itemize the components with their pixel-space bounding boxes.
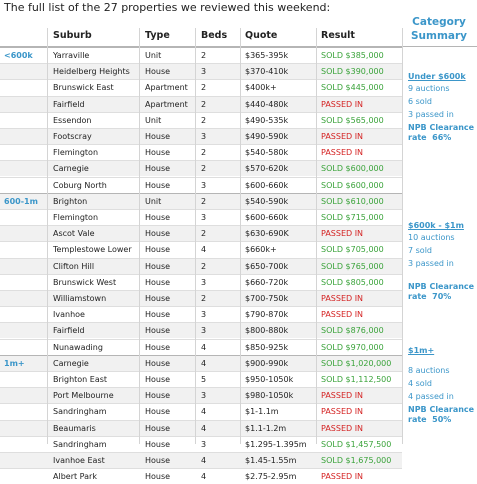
quote-cell: $490-535k — [245, 115, 289, 125]
suburb-cell: Sandringham — [53, 439, 107, 449]
quote-cell: $950-1050k — [245, 375, 294, 384]
quote-cell: $660-720k — [245, 277, 289, 287]
table-row — [0, 339, 402, 355]
type-cell: House — [145, 456, 171, 465]
type-cell: House — [145, 423, 171, 433]
header-type: Type — [145, 30, 170, 41]
table-row — [0, 112, 402, 128]
suburb-cell: Footscray — [53, 132, 92, 141]
quote-cell: $600-660k — [245, 213, 289, 222]
suburb-cell: Essendon — [53, 115, 92, 125]
column-divider — [47, 28, 48, 444]
suburb-cell: Albert Park — [53, 472, 97, 482]
table-row — [0, 225, 402, 241]
quote-cell: $900-990k — [245, 358, 289, 368]
type-cell: House — [145, 310, 171, 320]
beds-cell: 2 — [201, 229, 207, 239]
result-cell: SOLD $610,000 — [321, 196, 384, 206]
result-cell: SOLD $565,000 — [321, 115, 384, 125]
summary-npb-rate: 66% — [432, 133, 452, 142]
header-result: Result — [321, 30, 355, 41]
result-cell: SOLD $385,000 — [321, 51, 384, 60]
result-cell: SOLD $705,000 — [321, 245, 384, 255]
type-cell: House — [145, 439, 171, 449]
beds-cell: 3 — [201, 439, 207, 449]
summary-npb-label: NPB Clearance — [408, 405, 475, 414]
beds-cell: 3 — [201, 326, 207, 336]
result-cell: PASSED IN — [321, 229, 364, 239]
quote-cell: $660k+ — [245, 245, 277, 255]
quote-cell: $850-925k — [245, 342, 289, 352]
table-row — [0, 241, 402, 257]
type-cell: House — [145, 407, 171, 417]
beds-cell: 4 — [201, 245, 207, 255]
beds-cell: 4 — [201, 358, 207, 368]
header-beds: Beds — [201, 30, 228, 41]
beds-cell: 3 — [201, 67, 207, 77]
table-row — [0, 177, 402, 193]
result-cell: SOLD $1,675,000 — [321, 456, 392, 465]
table-row — [0, 306, 402, 322]
summary-npb-label: NPB Clearance — [408, 123, 475, 132]
quote-cell: $365-395k — [245, 51, 289, 60]
beds-cell: 3 — [201, 132, 207, 141]
beds-cell: 5 — [201, 375, 207, 384]
type-cell: House — [145, 261, 171, 271]
suburb-cell: Templestowe Lower — [53, 245, 132, 255]
result-cell: SOLD $1,112,500 — [321, 375, 392, 384]
table-row — [0, 274, 402, 290]
type-cell: House — [145, 294, 171, 303]
suburb-cell: Carnegie — [53, 358, 89, 368]
summary-title[interactable]: $600k - $1m — [408, 221, 464, 230]
summary-npb-rate-label: rate — [408, 415, 427, 424]
table-row — [0, 79, 402, 95]
quote-cell: $540-590k — [245, 196, 289, 206]
quote-cell: $440-480k — [245, 99, 289, 109]
suburb-cell: Coburg North — [53, 180, 107, 190]
suburb-cell: Brighton East — [53, 375, 108, 384]
beds-cell: 3 — [201, 180, 207, 190]
beds-cell: 2 — [201, 115, 207, 125]
result-cell: SOLD $1,457,500 — [321, 439, 392, 449]
result-cell: SOLD $715,000 — [321, 213, 384, 222]
table-row — [0, 160, 402, 176]
result-cell: PASSED IN — [321, 148, 364, 158]
column-divider — [316, 28, 317, 444]
result-cell: SOLD $390,000 — [321, 67, 384, 77]
result-cell: PASSED IN — [321, 99, 364, 109]
column-divider — [195, 28, 196, 444]
quote-cell: $2.75-2.95m — [245, 472, 297, 482]
table-row — [0, 290, 402, 306]
beds-cell: 4 — [201, 472, 207, 482]
table-row — [0, 322, 402, 338]
table-row — [0, 96, 402, 112]
suburb-cell: Yarraville — [53, 51, 90, 60]
suburb-cell: Carnegie — [53, 164, 89, 174]
table-row — [0, 258, 402, 274]
quote-cell: $1.1-1.2m — [245, 423, 287, 433]
summary-auctions: 8 auctions — [408, 366, 450, 375]
suburb-cell: Sandringham — [53, 407, 107, 417]
summary-passed: 3 passed in — [408, 259, 454, 268]
summary-sold: 6 sold — [408, 97, 432, 106]
suburb-cell: Fairfield — [53, 99, 85, 109]
table-row — [0, 403, 402, 419]
summary-sold: 7 sold — [408, 246, 432, 255]
table-row — [0, 387, 402, 403]
result-cell: PASSED IN — [321, 391, 364, 401]
quote-cell: $800-880k — [245, 326, 289, 336]
quote-cell: $490-590k — [245, 132, 289, 141]
type-cell: House — [145, 391, 171, 401]
header-suburb: Suburb — [53, 30, 92, 41]
quote-cell: $1.45-1.55m — [245, 456, 297, 465]
beds-cell: 2 — [201, 99, 207, 109]
summary-npb-rate-label: rate — [408, 133, 427, 142]
summary-auctions: 9 auctions — [408, 84, 450, 93]
suburb-cell: Port Melbourne — [53, 391, 114, 401]
type-cell: House — [145, 342, 171, 352]
header-category-summary: Category Summary — [410, 16, 468, 42]
quote-cell: $370-410k — [245, 67, 289, 77]
table-row — [0, 144, 402, 160]
quote-cell: $1.295-1.395m — [245, 439, 307, 449]
beds-cell: 3 — [201, 391, 207, 401]
beds-cell: 4 — [201, 423, 207, 433]
type-cell: House — [145, 245, 171, 255]
suburb-cell: Heidelberg Heights — [53, 67, 130, 77]
result-cell: SOLD $600,000 — [321, 164, 384, 174]
summary-passed: 4 passed in — [408, 392, 454, 401]
suburb-cell: Brunswick East — [53, 83, 114, 93]
type-cell: House — [145, 180, 171, 190]
beds-cell: 3 — [201, 310, 207, 320]
summary-title[interactable]: Under $600k — [408, 72, 466, 81]
result-cell: SOLD $765,000 — [321, 261, 384, 271]
type-cell: House — [145, 67, 171, 77]
result-cell: PASSED IN — [321, 310, 364, 320]
column-divider — [402, 28, 403, 444]
summary-npb-label: NPB Clearance — [408, 282, 475, 291]
quote-cell: $1-1.1m — [245, 407, 279, 417]
result-cell: SOLD $876,000 — [321, 326, 384, 336]
result-cell: SOLD $970,000 — [321, 342, 384, 352]
table-row — [0, 371, 402, 387]
suburb-cell: Brunswick West — [53, 277, 117, 287]
summary-600k-1m — [408, 221, 476, 302]
result-cell: SOLD $600,000 — [321, 180, 384, 190]
suburb-cell: Ivanhoe — [53, 310, 85, 320]
beds-cell: 2 — [201, 196, 207, 206]
result-cell: PASSED IN — [321, 407, 364, 417]
summary-passed: 3 passed in — [408, 110, 454, 119]
quote-cell: $630-690K — [245, 229, 289, 239]
type-cell: Unit — [145, 115, 162, 125]
beds-cell: 4 — [201, 342, 207, 352]
suburb-cell: Ivanhoe East — [53, 456, 105, 465]
type-cell: House — [145, 132, 171, 141]
quote-cell: $400k+ — [245, 83, 277, 93]
beds-cell: 2 — [201, 294, 207, 303]
table-row — [0, 209, 402, 225]
type-cell: Unit — [145, 51, 162, 60]
summary-1m-plus — [408, 346, 476, 425]
table-row — [0, 128, 402, 144]
price-bracket-label: 600-1m — [4, 196, 38, 206]
summary-under-600k — [408, 72, 476, 143]
summary-npb-rate: 50% — [432, 415, 452, 424]
result-cell: PASSED IN — [321, 294, 364, 303]
suburb-cell: Flemington — [53, 213, 99, 222]
type-cell: Apartment — [145, 83, 188, 93]
quote-cell: $790-870k — [245, 310, 289, 320]
suburb-cell: Fairfield — [53, 326, 85, 336]
suburb-cell: Clifton Hill — [53, 261, 95, 271]
table-row — [0, 468, 402, 484]
table-row — [0, 420, 402, 436]
column-divider — [139, 28, 140, 444]
table-row — [0, 355, 402, 371]
table-row — [0, 452, 402, 468]
type-cell: House — [145, 358, 171, 368]
beds-cell: 4 — [201, 456, 207, 465]
suburb-cell: Williamstown — [53, 294, 107, 303]
beds-cell: 2 — [201, 51, 207, 60]
quote-cell: $540-580k — [245, 148, 289, 158]
type-cell: House — [145, 213, 171, 222]
beds-cell: 3 — [201, 277, 207, 287]
table-row — [0, 47, 402, 63]
beds-cell: 3 — [201, 213, 207, 222]
beds-cell: 2 — [201, 164, 207, 174]
type-cell: House — [145, 472, 171, 482]
quote-cell: $570-620k — [245, 164, 289, 174]
summary-auctions: 10 auctions — [408, 233, 455, 242]
result-cell: PASSED IN — [321, 423, 364, 433]
suburb-cell: Nunawading — [53, 342, 103, 352]
type-cell: Apartment — [145, 99, 188, 109]
quote-cell: $650-700k — [245, 261, 289, 271]
suburb-cell: Ascot Vale — [53, 229, 95, 239]
type-cell: Unit — [145, 196, 162, 206]
suburb-cell: Flemington — [53, 148, 99, 158]
column-divider — [240, 28, 241, 444]
suburb-cell: Brighton — [53, 196, 88, 206]
result-cell: SOLD $805,000 — [321, 277, 384, 287]
beds-cell: 2 — [201, 83, 207, 93]
result-cell: SOLD $445,000 — [321, 83, 384, 93]
result-cell: SOLD $1,020,000 — [321, 358, 392, 368]
suburb-cell: Beaumaris — [53, 423, 96, 433]
quote-cell: $700-750k — [245, 294, 289, 303]
type-cell: House — [145, 164, 171, 174]
summary-npb-rate: 70% — [432, 292, 452, 301]
summary-title[interactable]: $1m+ — [408, 346, 435, 355]
beds-cell: 2 — [201, 261, 207, 271]
quote-cell: $600-660k — [245, 180, 289, 190]
summary-sold: 4 sold — [408, 379, 432, 388]
page-title: The full list of the 27 properties we reviewed this weekend: — [4, 1, 331, 14]
header-quote: Quote — [245, 30, 278, 41]
type-cell: House — [145, 148, 171, 158]
price-bracket-label: 1m+ — [4, 358, 25, 368]
table-row — [0, 63, 402, 79]
type-cell: House — [145, 277, 171, 287]
table-row — [0, 193, 402, 209]
type-cell: House — [145, 229, 171, 239]
price-bracket-label: <600k — [4, 51, 33, 60]
type-cell: House — [145, 375, 171, 384]
summary-npb-rate-label: rate — [408, 292, 427, 301]
result-cell: PASSED IN — [321, 132, 364, 141]
type-cell: House — [145, 326, 171, 336]
beds-cell: 4 — [201, 407, 207, 417]
result-cell: PASSED IN — [321, 472, 364, 482]
quote-cell: $980-1050k — [245, 391, 294, 401]
beds-cell: 2 — [201, 148, 207, 158]
